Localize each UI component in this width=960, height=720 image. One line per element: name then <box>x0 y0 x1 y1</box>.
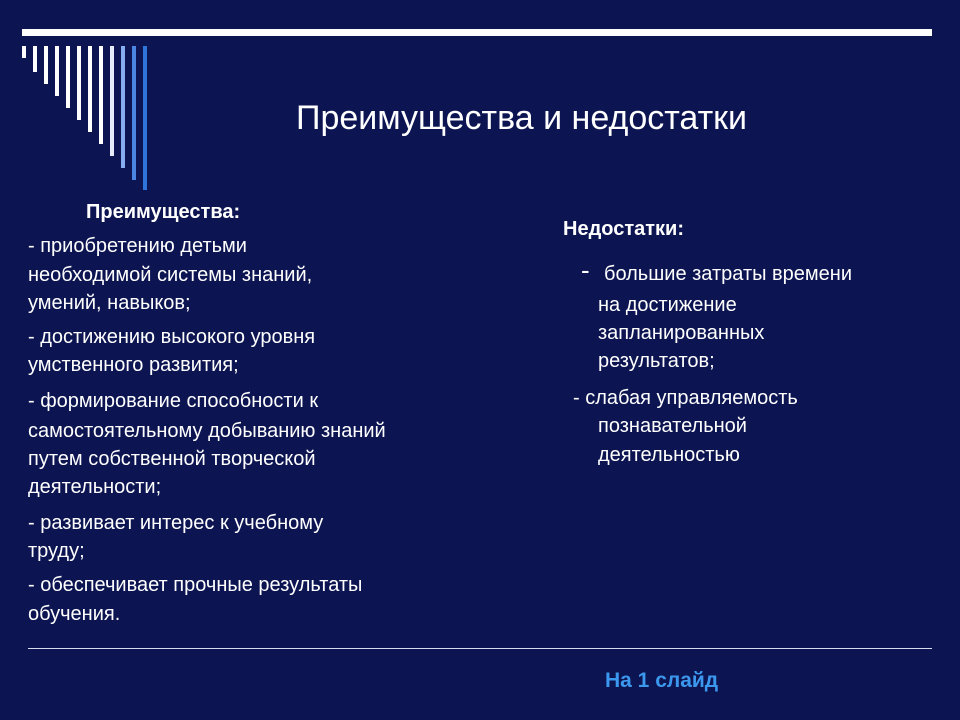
disadvantage-line: большие затраты времени <box>604 263 852 285</box>
stripe <box>143 46 147 190</box>
stripe <box>44 46 48 84</box>
stripe <box>77 46 81 120</box>
stripe <box>99 46 103 144</box>
decorative-stripes <box>22 36 162 196</box>
advantage-line: необходимой системы знаний, <box>28 264 313 286</box>
advantage-line: умственного развития; <box>28 354 239 376</box>
advantage-line: - достижению высокого уровня <box>28 326 316 348</box>
stripe <box>110 46 114 156</box>
disadvantage-bullet: - <box>581 255 590 285</box>
advantage-line: - приобретению детьми <box>28 235 247 257</box>
disadvantages-heading: Недостатки: <box>563 218 685 240</box>
advantage-line: самостоятельному добыванию знаний <box>28 420 386 442</box>
stripe <box>132 46 136 180</box>
stripe <box>22 46 26 58</box>
stripe <box>88 46 92 132</box>
stripe <box>33 46 37 72</box>
advantages-heading: Преимущества: <box>86 201 241 223</box>
advantage-line: - обеспечивает прочные результаты <box>28 574 363 596</box>
disadvantage-line: запланированных <box>598 322 765 344</box>
advantage-line: - формирование способности к <box>28 390 319 412</box>
stripe <box>66 46 70 108</box>
bottom-divider <box>28 648 932 649</box>
disadvantage-line: результатов; <box>598 350 715 372</box>
advantage-line: деятельности; <box>28 476 162 498</box>
first-slide-link[interactable]: На 1 слайд <box>605 669 719 692</box>
stripe <box>121 46 125 168</box>
stripe <box>55 46 59 96</box>
advantage-line: путем собственной творческой <box>28 448 316 470</box>
advantage-line: умений, навыков; <box>28 292 191 314</box>
advantage-line: труду; <box>28 540 85 562</box>
slide-title: Преимущества и недостатки <box>296 99 748 137</box>
disadvantage-line: - слабая управляемость <box>573 387 798 409</box>
disadvantage-line: на достижение <box>598 294 737 316</box>
disadvantage-line: деятельностью <box>598 444 740 466</box>
top-bar <box>22 29 932 36</box>
advantage-line: - развивает интерес к учебному <box>28 512 324 534</box>
advantage-line: обучения. <box>28 603 121 625</box>
disadvantage-line: познавательной <box>598 415 747 437</box>
